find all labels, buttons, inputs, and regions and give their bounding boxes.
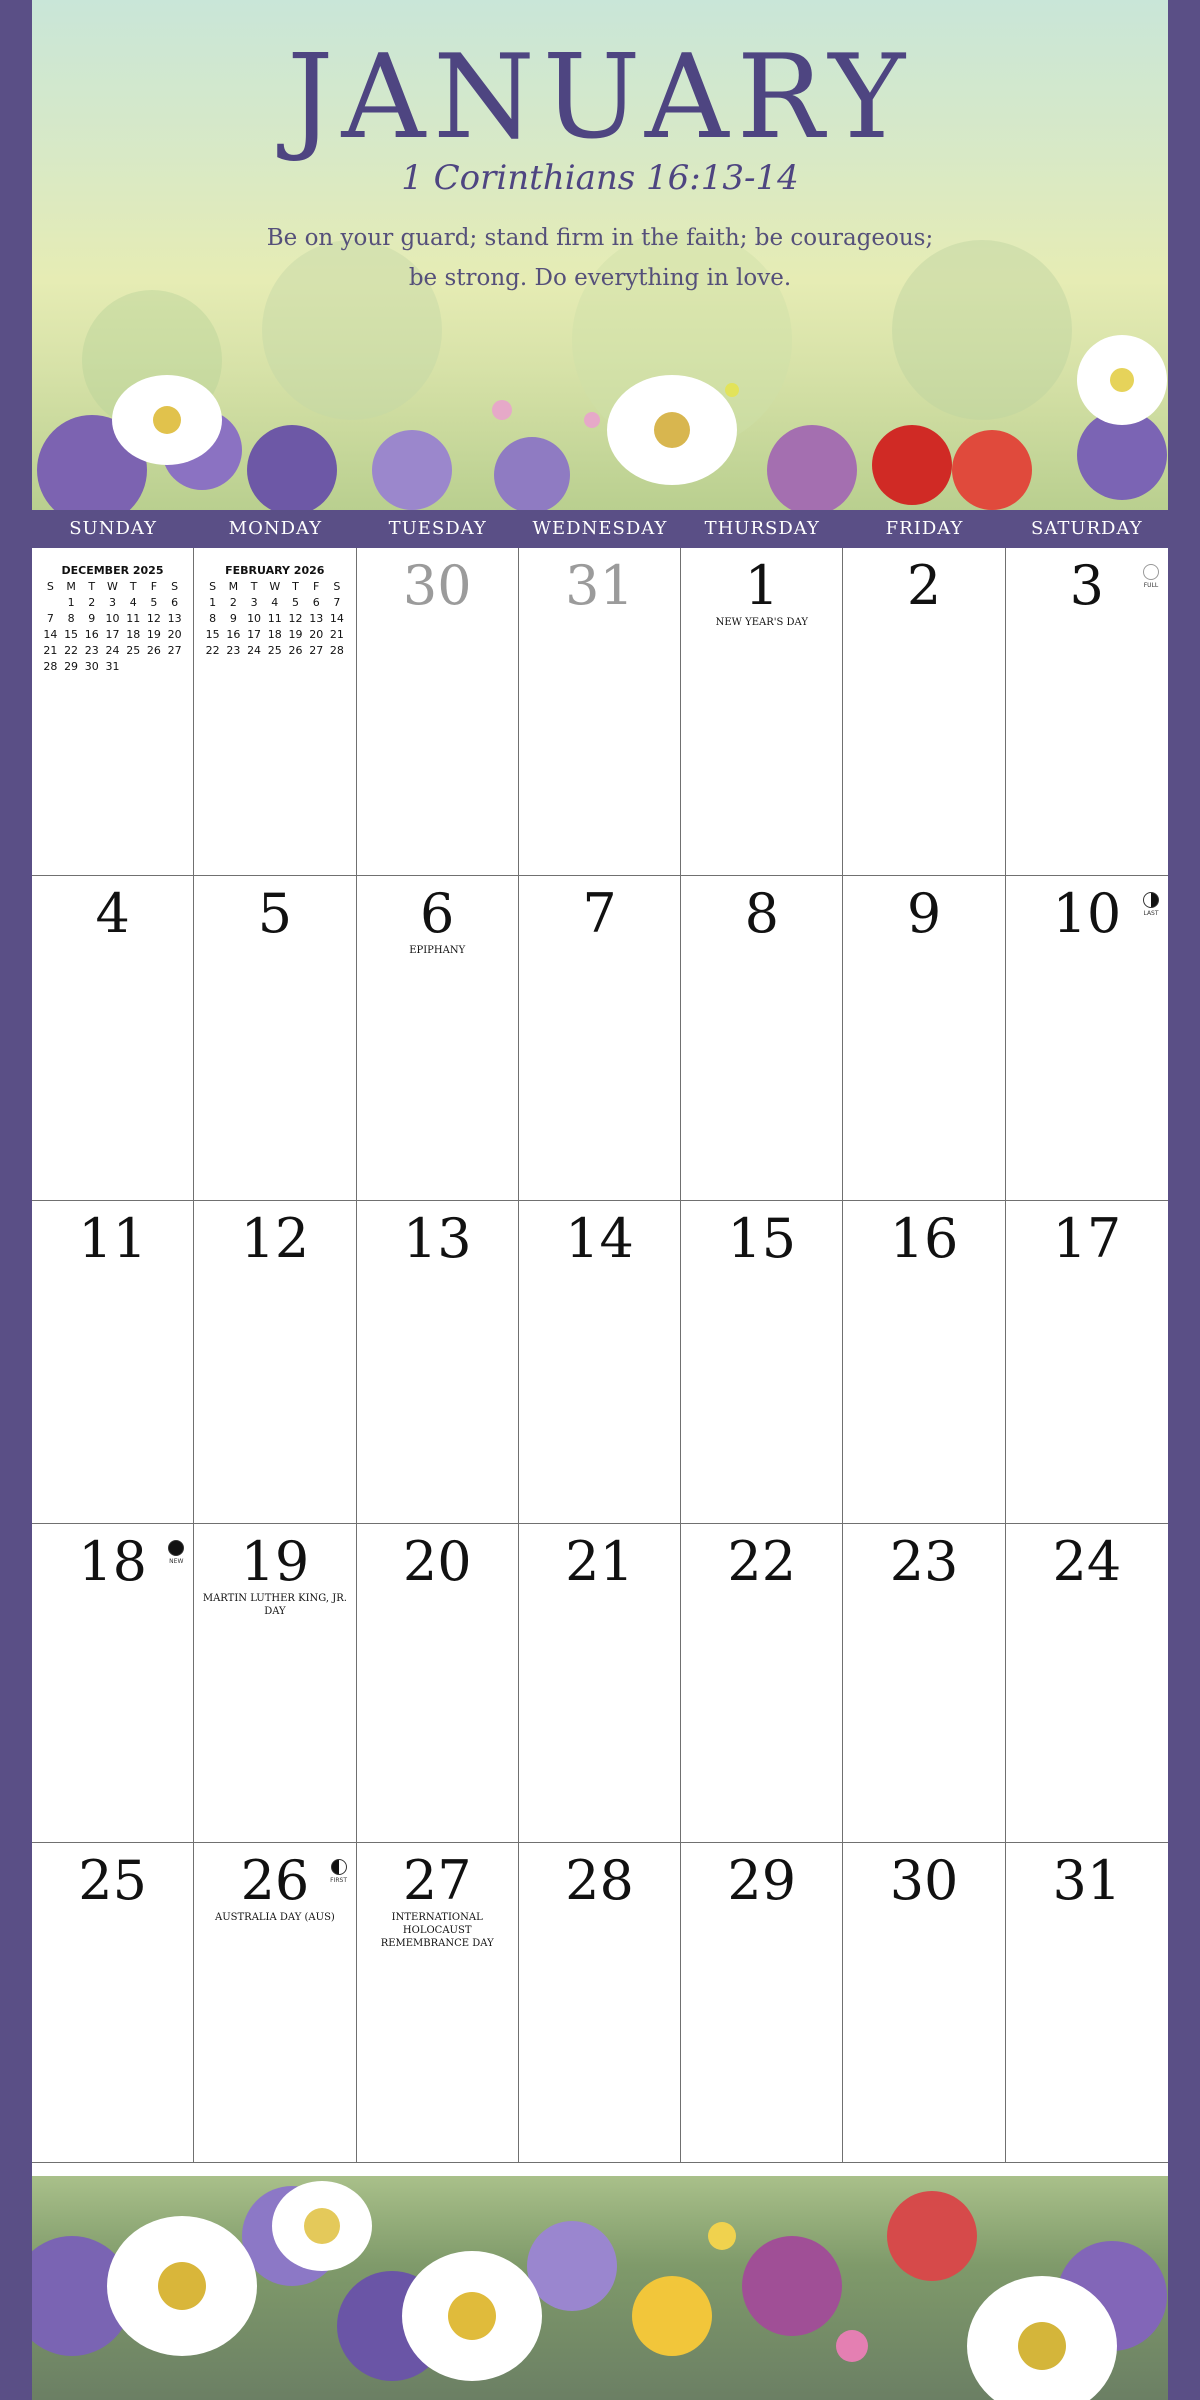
moon-phase-label: FIRST (330, 1877, 347, 1884)
mini-weekday-label: S (333, 580, 341, 593)
day-cell (357, 548, 519, 876)
mini-day: 15 (64, 628, 79, 641)
weekday-saturday: SATURDAY (1030, 518, 1143, 539)
mini-day: 20 (167, 628, 182, 641)
day-number: 7 (582, 882, 617, 945)
mini-day: 22 (205, 644, 220, 657)
day-cell (194, 1524, 356, 1843)
mini-day: 27 (167, 644, 182, 657)
day-number: 18 (78, 1530, 147, 1593)
day-number: 21 (565, 1530, 634, 1593)
mini-day: 9 (229, 612, 237, 625)
day-number: 10 (1052, 882, 1122, 945)
day-cell (681, 1524, 843, 1843)
day-number: 1 (744, 554, 779, 617)
day-cell (843, 1201, 1005, 1524)
mini-weekday-label: T (129, 580, 137, 593)
day-cell (519, 876, 681, 1201)
mini-day: 27 (309, 644, 324, 657)
mini-weekday-label: T (250, 580, 258, 593)
holiday-label: AUSTRALIA DAY (AUS) (215, 1912, 335, 1923)
calendar-page (32, 0, 1168, 2400)
mini-calendar-title: DECEMBER 2025 (61, 564, 164, 577)
day-cell (843, 548, 1005, 876)
mini-day: 5 (291, 596, 299, 609)
day-number: 17 (1052, 1207, 1122, 1270)
day-cell (519, 1524, 681, 1843)
mini-day: 7 (333, 596, 341, 609)
mini-day: 4 (129, 596, 137, 609)
day-cell (1006, 1524, 1168, 1843)
mini-day: 16 (84, 628, 99, 641)
day-number: 22 (727, 1530, 797, 1593)
day-cell (32, 1201, 194, 1524)
day-cell (681, 548, 843, 876)
day-cell (681, 1843, 843, 2163)
mini-day (123, 660, 144, 673)
day-cell (519, 1843, 681, 2163)
mini-day: 24 (247, 644, 262, 657)
mini-weekday-label: W (107, 580, 118, 593)
day-number: 19 (240, 1530, 310, 1593)
mini-day: 8 (209, 612, 217, 625)
day-cell (1006, 1843, 1168, 2163)
mini-day: 29 (64, 660, 79, 673)
day-number: 31 (565, 554, 634, 617)
mini-day: 6 (171, 596, 179, 609)
mini-day: 31 (105, 660, 120, 673)
mini-day: 16 (226, 628, 241, 641)
mini-day: 14 (329, 612, 344, 625)
new-moon-icon (168, 1540, 184, 1556)
mini-day: 4 (271, 596, 279, 609)
weekday-wednesday: WEDNESDAY (532, 518, 668, 539)
mini-day (144, 660, 165, 673)
mini-day: 17 (105, 628, 120, 641)
mini-day: 30 (84, 660, 99, 673)
holiday-label: EPIPHANY (409, 945, 466, 956)
day-number: 16 (889, 1207, 959, 1270)
mini-day: 28 (329, 644, 344, 657)
mini-weekday-label: M (66, 580, 76, 593)
mini-weekday-label: T (88, 580, 96, 593)
day-cell (32, 1843, 194, 2163)
day-number: 31 (1052, 1849, 1122, 1912)
day-cell (32, 876, 194, 1201)
mini-day: 6 (312, 596, 320, 609)
moon-phase-label: NEW (169, 1558, 184, 1565)
day-cell (681, 876, 843, 1201)
day-cell (519, 1201, 681, 1524)
mini-day: 25 (267, 644, 282, 657)
holiday-label: INTERNATIONAL HOLOCAUST REMEMBRANCE DAY (380, 1912, 494, 1949)
weekday-monday: MONDAY (228, 518, 323, 539)
moon-phase-label: FULL (1143, 582, 1159, 589)
mini-weekday-label: S (171, 580, 179, 593)
mini-day: 19 (288, 628, 303, 641)
day-cell (1006, 548, 1168, 876)
day-number: 26 (240, 1849, 310, 1912)
mini-day: 22 (64, 644, 79, 657)
mini-day: 13 (309, 612, 324, 625)
mini-day: 11 (267, 612, 282, 625)
mini-calendar-days (202, 580, 347, 657)
day-cell (843, 876, 1005, 1201)
footer-artwork (32, 2176, 1168, 2400)
day-number: 11 (78, 1207, 147, 1270)
day-cell (357, 1201, 519, 1524)
holiday-label: NEW YEAR'S DAY (715, 617, 808, 628)
mini-day: 13 (167, 612, 182, 625)
mini-day: 12 (288, 612, 303, 625)
day-cell (843, 1524, 1005, 1843)
mini-weekday-label: T (292, 580, 299, 593)
verse-line-2: be strong. Do everything in love. (408, 265, 792, 291)
mini-calendar-cell (194, 548, 356, 876)
weekday-header (32, 510, 1168, 548)
mini-day: 2 (88, 596, 96, 609)
mini-day: 10 (105, 612, 120, 625)
mini-calendar-title: FEBRUARY 2026 (225, 564, 325, 577)
mini-weekday-label: S (46, 580, 54, 593)
day-number: 6 (420, 882, 455, 945)
mini-day: 24 (105, 644, 120, 657)
mini-day: 25 (126, 644, 141, 657)
day-number: 5 (257, 882, 293, 945)
mini-day (40, 596, 61, 609)
flower-illustration-bottom (32, 2176, 1168, 2400)
mini-day: 28 (43, 660, 58, 673)
mini-weekday-label: F (313, 580, 320, 593)
mini-day: 8 (67, 612, 75, 625)
mini-day: 26 (146, 644, 161, 657)
mini-calendar (40, 564, 185, 673)
mini-day: 18 (267, 628, 282, 641)
calendar-grid (32, 548, 1168, 2176)
day-number: 8 (744, 882, 779, 945)
verse-text (32, 218, 1168, 298)
mini-day: 1 (67, 596, 75, 609)
mini-day: 11 (126, 612, 141, 625)
day-number: 4 (95, 882, 130, 945)
day-cell (194, 1843, 356, 2163)
day-cell (1006, 1201, 1168, 1524)
day-number: 14 (565, 1207, 634, 1270)
mini-day: 14 (43, 628, 58, 641)
day-number: 29 (727, 1849, 797, 1912)
day-number: 3 (1069, 554, 1105, 617)
mini-weekday-label: M (228, 580, 239, 593)
mini-day: 17 (247, 628, 262, 641)
moon-phase (330, 1859, 348, 1884)
mini-day: 18 (126, 628, 141, 641)
mini-day: 20 (309, 628, 324, 641)
mini-day: 21 (43, 644, 58, 657)
mini-day (164, 660, 185, 673)
mini-day: 19 (146, 628, 161, 641)
day-number: 2 (906, 554, 942, 617)
day-number: 20 (402, 1530, 472, 1593)
mini-day: 21 (329, 628, 344, 641)
day-number: 15 (727, 1207, 797, 1270)
moon-phase (167, 1540, 185, 1565)
day-cell (32, 1524, 194, 1843)
day-number: 13 (402, 1207, 472, 1270)
verse-reference: 1 Corinthians 16:13-14 (401, 158, 799, 198)
moon-phase-label: LAST (1143, 910, 1159, 917)
mini-day: 5 (150, 596, 158, 609)
mini-weekday-label: S (209, 580, 217, 593)
mini-day: 1 (209, 596, 217, 609)
mini-day: 3 (250, 596, 258, 609)
weekday-tuesday: TUESDAY (388, 518, 487, 539)
mini-day: 12 (146, 612, 161, 625)
mini-day: 26 (288, 644, 303, 657)
day-cell (194, 1201, 356, 1524)
day-cell (843, 1843, 1005, 2163)
weekday-sunday: SUNDAY (69, 518, 158, 539)
header-artwork (32, 0, 1168, 510)
verse-line-1: Be on your guard; stand firm in the faith; be courageous; (266, 225, 934, 251)
day-number: 24 (1052, 1530, 1122, 1593)
mini-day: 15 (205, 628, 220, 641)
day-number: 12 (240, 1207, 310, 1270)
holiday-label: MARTIN LUTHER KING, JR. DAY (202, 1593, 347, 1617)
weekday-thursday: THURSDAY (704, 518, 820, 539)
mini-calendar (202, 564, 347, 657)
mini-day: 7 (46, 612, 54, 625)
day-cell (357, 876, 519, 1201)
mini-day: 3 (108, 596, 116, 609)
day-number: 9 (906, 882, 942, 945)
mini-day: 9 (88, 612, 96, 625)
day-number: 27 (402, 1849, 472, 1912)
day-number: 28 (565, 1849, 634, 1912)
mini-calendar-cell (32, 548, 194, 876)
day-cell (681, 1201, 843, 1524)
mini-weekday-label: W (269, 580, 281, 593)
moon-phase (1142, 564, 1160, 589)
day-cell (519, 548, 681, 876)
full-moon-icon (1143, 564, 1159, 580)
weekday-friday: FRIDAY (885, 518, 964, 539)
mini-calendar-days (40, 580, 185, 673)
mini-day: 23 (226, 644, 241, 657)
day-cell (357, 1843, 519, 2163)
day-number: 30 (402, 554, 472, 617)
mini-day: 10 (247, 612, 262, 625)
day-number: 23 (889, 1530, 959, 1593)
moon-phase (1142, 892, 1160, 917)
mini-day: 2 (229, 596, 237, 609)
day-number: 25 (78, 1849, 147, 1912)
day-cell (194, 876, 356, 1201)
day-number: 30 (889, 1849, 959, 1912)
mini-day: 23 (84, 644, 99, 657)
last-moon-icon (1143, 892, 1159, 908)
day-cell (357, 1524, 519, 1843)
mini-weekday-label: F (150, 580, 158, 593)
month-title: JANUARY (286, 30, 914, 165)
day-cell (1006, 876, 1168, 1201)
first-moon-icon (331, 1859, 347, 1875)
